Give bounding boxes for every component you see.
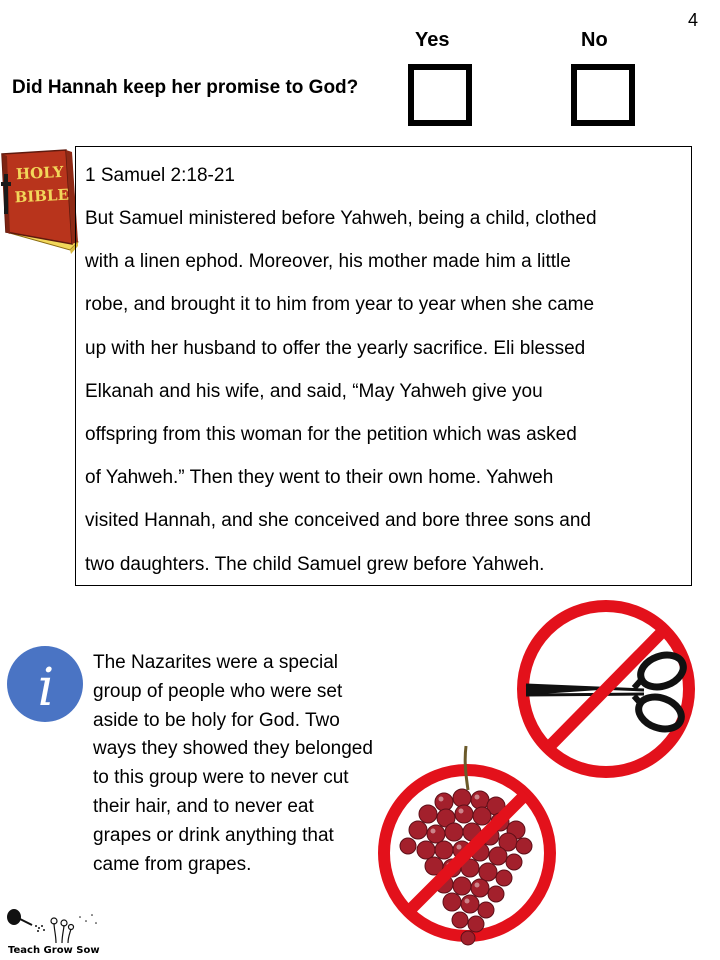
info-icon-letter: i [37,658,55,718]
no-checkbox[interactable] [571,64,635,126]
bible-icon [0,146,82,256]
bible-title-line1: HOLY [15,162,64,184]
no-label: No [581,29,608,51]
info-icon [6,645,84,723]
no-grapes-icon [374,742,560,952]
yes-label: Yes [415,29,450,51]
yes-checkbox[interactable] [408,64,472,126]
scripture-reference: 1 Samuel 2:18-21 [85,165,235,186]
logo-text: Teach Grow Sow [8,945,100,956]
bible-title-line2: BIBLE [14,185,70,207]
nazarite-info-text: The Nazarites were a special group of people who were set aside to be holy for God. Two ways they showed they belonged to this group were to never cut their hair, and to never eat grapes or drink anything that came from grapes. [93,652,373,875]
question-text: Did Hannah keep her promise to God? [12,77,359,98]
scripture-text: But Samuel ministered before Yahweh, being a child, clothed with a linen ephod. Moreover, his mother made him a little robe, and brought it to him from year to year when she came up with her husband to offer the yearly sacrifice. Eli blessed Elkanah and his wife, and said, “May Yahweh give you offspring from this woman for the petition which was asked of Yahweh.” Then they went to their own home. Yahweh visited Hannah, and she conceived and bore three sons and two daughters. The child Samuel grew before Yahweh. [85,208,597,575]
page-number: 4 [688,10,699,30]
